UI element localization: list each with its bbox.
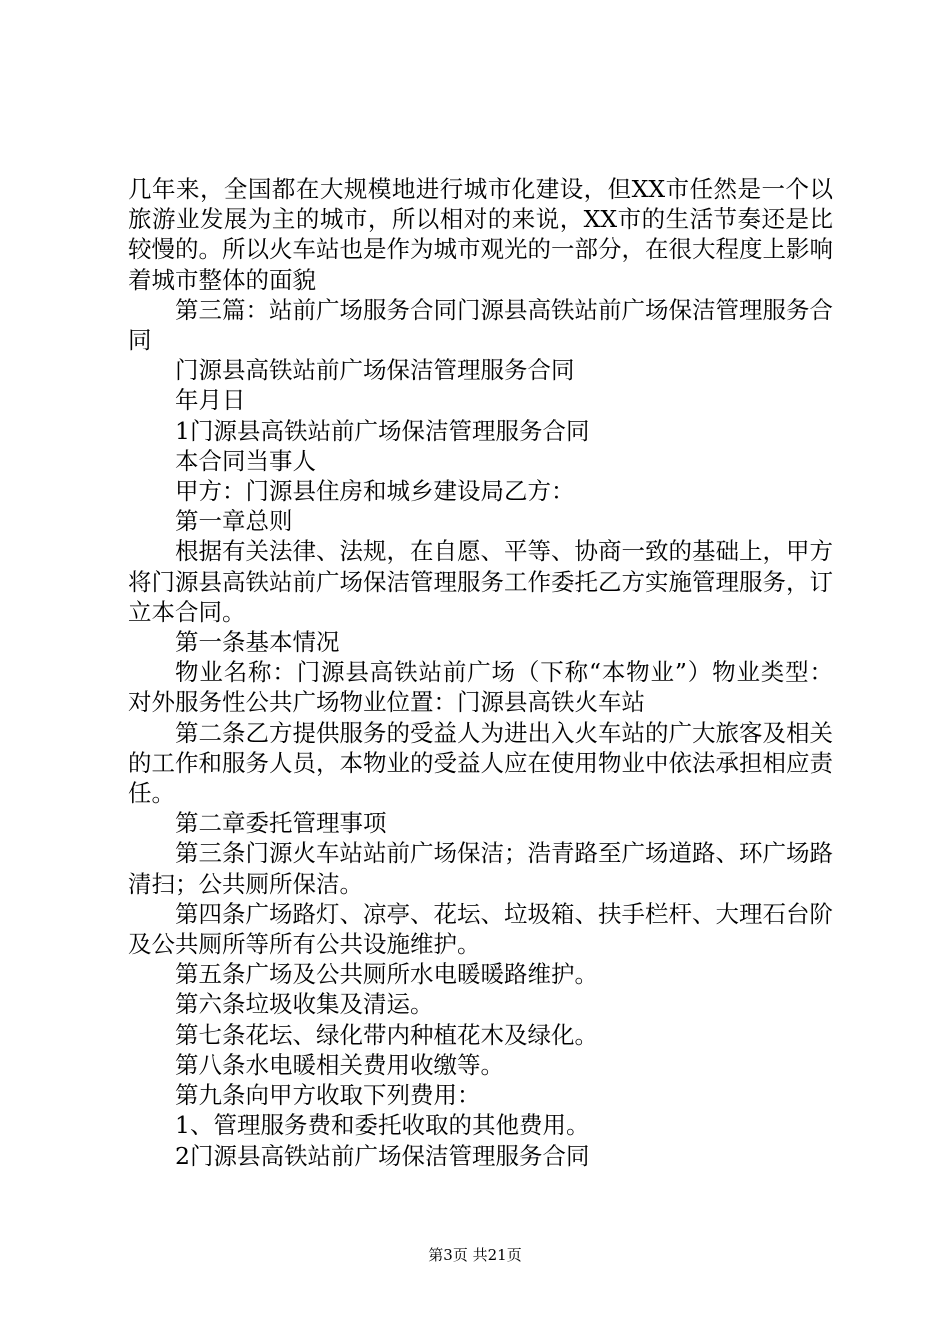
- paragraph-article-7: 第七条花坛、绿化带内种植花木及绿化。: [175, 1020, 598, 1049]
- paragraph-article-9: 第九条向甲方收取下列费用：: [175, 1081, 481, 1110]
- page-number: 第3页 共21页: [428, 1246, 522, 1264]
- paragraph-contract-title-2: 2门源县高铁站前广场保洁管理服务合同: [175, 1141, 590, 1170]
- paragraph-article-1: 第一条基本情况: [175, 628, 340, 657]
- paragraph-contract-title: 门源县高铁站前广场保洁管理服务合同: [175, 356, 575, 385]
- paragraph-article-2: 第二条乙方提供服务的受益人为进出入火车站的广大旅客及相关的工作和服务人员，本物业的受益人应在使用物业中依法承担相应责任。: [128, 718, 833, 808]
- paragraph-parties-heading: 本合同当事人: [175, 446, 316, 475]
- paragraph-chapter-1: 第一章总则: [175, 507, 293, 536]
- paragraph-date: 年月日: [175, 386, 246, 415]
- paragraph-article-3: 第三条门源火车站站前广场保洁；浩青路至广场道路、环广场路清扫；公共厕所保洁。: [128, 839, 833, 898]
- paragraph-article-4: 第四条广场路灯、凉亭、花坛、垃圾箱、扶手栏杆、大理石台阶及公共厕所等所有公共设施维护。: [128, 899, 833, 959]
- paragraph-article-6: 第六条垃圾收集及清运。: [175, 990, 434, 1019]
- paragraph-parties: 甲方：门源县住房和城乡建设局乙方：: [175, 477, 575, 506]
- paragraph-article-8: 第八条水电暖相关费用收缴等。: [175, 1050, 504, 1079]
- paragraph-article-5: 第五条广场及公共厕所水电暖暖路维护。: [175, 960, 598, 989]
- document-body: [128, 174, 833, 1171]
- paragraph-fee-item-1: 1、管理服务费和委托收取的其他费用。: [175, 1111, 590, 1140]
- paragraph-intro: 几年来，全国都在大规模地进行城市化建设，但XX市任然是一个以旅游业发展为主的城市，所以相对的来说，XX市的生活节奏还是比较慢的。所以火车站也是作为城市观光的一部分，在很大程度上影响着城市整体的面貌: [128, 175, 833, 294]
- paragraph-chapter-2: 第二章委托管理事项: [175, 809, 387, 838]
- paragraph-chapter-heading: 第三篇：站前广场服务合同门源县高铁站前广场保洁管理服务合同: [128, 295, 833, 355]
- paragraph-property-info: 物业名称：门源县高铁站前广场（下称“本物业”）物业类型：对外服务性公共广场物业位置：门源县高铁火车站: [128, 658, 833, 717]
- paragraph-contract-title-1: 1门源县高铁站前广场保洁管理服务合同: [175, 416, 590, 445]
- paragraph-preamble: 根据有关法律、法规，在自愿、平等、协商一致的基础上，甲方将门源县高铁站前广场保洁管理服务工作委托乙方实施管理服务，订立本合同。: [128, 537, 833, 626]
